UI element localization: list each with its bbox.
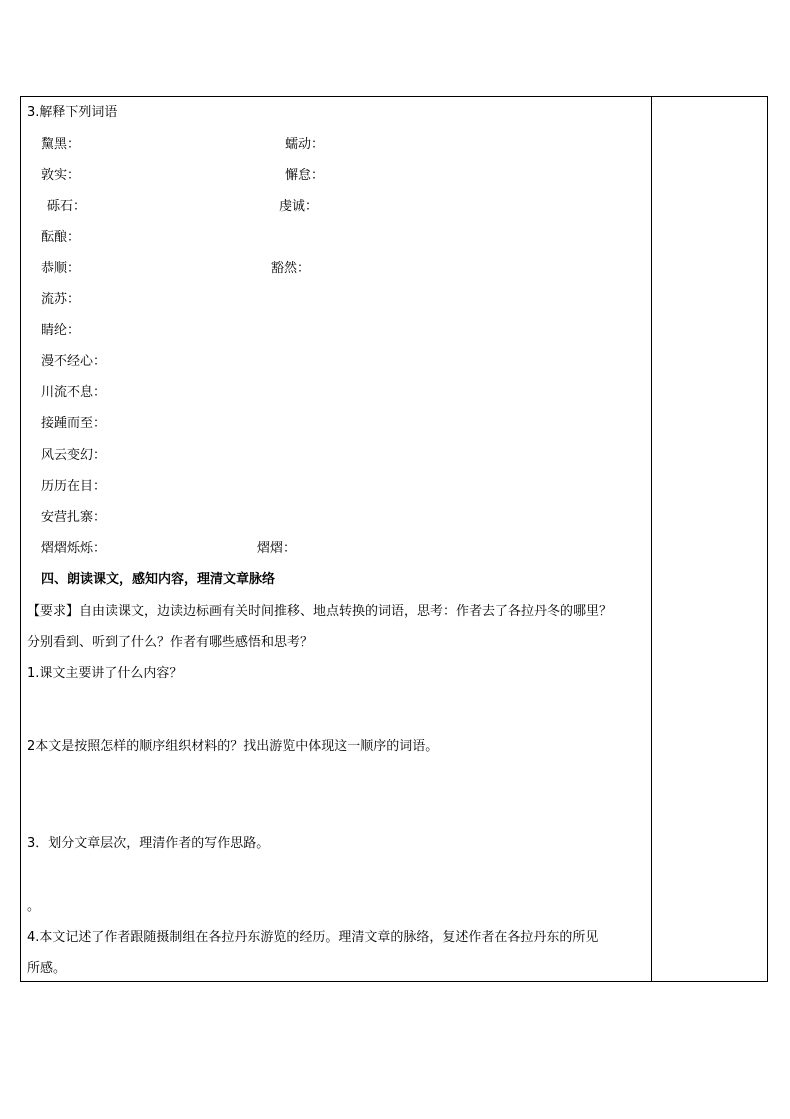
requirement-line-1: 【要求】自由读课文，边读边标画有关时间推移、地点转换的词语，思考：作者去了各拉丹冬的哪里？ [27,604,613,619]
term-lilizaimu: 历历在目： [41,479,107,494]
term-yiyishuoshuo: 熠熠烁烁： [41,541,107,556]
stray-period: 。 [27,899,41,914]
term-xiedai: 懈怠： [285,168,325,183]
term-huoran: 豁然： [271,261,311,276]
term-fengyunbianhuan: 风云变幻： [41,448,107,463]
term-manbujingxin: 漫不经心： [41,354,107,369]
term-yiyi: 熠熠： [257,541,297,556]
term-rudong: 蠕动： [285,137,325,152]
term-jiezhongerzhi: 接踵而至： [41,416,107,431]
requirement-line-2: 分别看到、听到了什么？作者有哪些感悟和思考？ [27,635,314,650]
section3-heading: 3.解释下列词语 [27,105,118,120]
term-dunshi: 敦实： [41,168,81,183]
term-qiancheng: 虔诚： [279,199,319,214]
question-1: 1.课文主要讲了什么内容？ [27,666,183,681]
term-liusu: 流苏： [41,292,81,307]
section4-heading: 四、朗读课文，感知内容，理清文章脉络 [41,572,276,587]
term-yunniang: 酝酿： [41,230,81,245]
column-divider [651,97,652,981]
term-lihei: 黧黑： [41,137,81,152]
term-chuanliubuxi: 川流不息： [41,385,107,400]
question-4-line-2: 所感。 [27,961,67,976]
worksheet-table [20,96,768,982]
question-4-line-1: 4.本文记述了作者跟随摄制组在各拉丹东游览的经历。理清文章的脉络，复述作者在各拉丹东的所见 [27,930,599,945]
question-2: 2本文是按照怎样的顺序组织材料的？找出游览中体现这一顺序的词语。 [27,739,439,754]
term-gongshun: 恭顺： [41,261,81,276]
term-jinglun: 睛纶： [41,323,81,338]
term-anyingzhazhai: 安营扎寨： [41,510,107,525]
question-3: 3．划分文章层次，理清作者的写作思路。 [27,836,270,851]
term-lishi: 砾石： [47,199,87,214]
